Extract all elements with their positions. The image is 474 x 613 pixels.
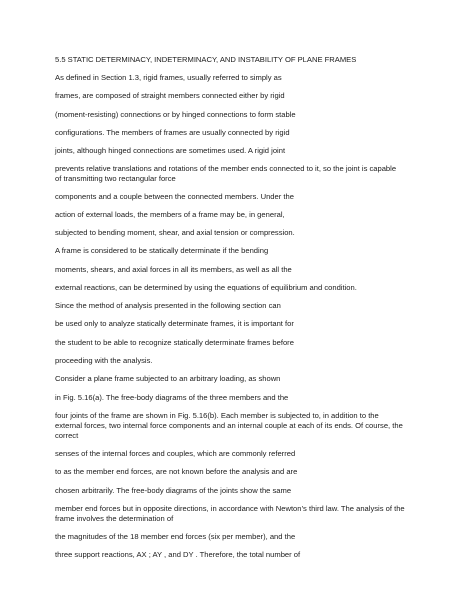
text-line: be used only to analyze statically determinate frames, it is important for: [55, 319, 294, 328]
text-line: frames, are composed of straight members connected either by rigid: [55, 91, 285, 100]
text-line: joints, although hinged connections are sometimes used. A rigid joint: [55, 146, 286, 155]
text-line: three support reactions, AX ; AY , and DY . Therefore, the total number of: [55, 550, 301, 559]
text-line: the magnitudes of the 18 member end forces (six per member), and the: [55, 532, 296, 541]
text-line: frame involves the determination of: [55, 514, 174, 523]
text-line: Consider a plane frame subjected to an arbitrary loading, as shown: [55, 374, 281, 383]
text-line: in Fig. 5.16(a). The free-body diagrams of the three members and the: [55, 393, 289, 402]
text-line: Since the method of analysis presented in the following section can: [55, 301, 281, 310]
text-line: the student to be able to recognize statically determinate frames before: [55, 338, 294, 347]
text-line: configurations. The members of frames are usually connected by rigid: [55, 128, 290, 137]
text-line: external forces, two internal force components and an internal couple at each of its ends. Of course, the: [55, 421, 403, 430]
text-line: correct: [55, 431, 79, 440]
text-line: subjected to bending moment, shear, and axial tension or compression.: [55, 228, 295, 237]
text-line: A frame is considered to be statically determinate if the bending: [55, 246, 269, 255]
section-heading: 5.5 STATIC DETERMINACY, INDETERMINACY, AND INSTABILITY OF PLANE FRAMES: [55, 55, 357, 64]
text-line: member end forces but in opposite directions, in accordance with Newton’s third law. The analysis of the: [55, 504, 405, 513]
text-line: As defined in Section 1.3, rigid frames, usually referred to simply as: [55, 73, 282, 82]
text-line: to as the member end forces, are not known before the analysis and are: [55, 467, 298, 476]
text-line: chosen arbitrarily. The free-body diagrams of the joints show the same: [55, 486, 292, 495]
text-line: (moment-resisting) connections or by hinged connections to form stable: [55, 110, 296, 119]
text-line: action of external loads, the members of a frame may be, in general,: [55, 210, 285, 219]
text-line: components and a couple between the connected members. Under the: [55, 192, 294, 201]
text-line: moments, shears, and axial forces in all its members, as well as all the: [55, 265, 292, 274]
text-line: external reactions, can be determined by using the equations of equilibrium and condition.: [55, 283, 357, 292]
text-line: of transmitting two rectangular force: [55, 174, 176, 183]
text-line: four joints of the frame are shown in Fig. 5.16(b). Each member is subjected to, in addition to the: [55, 411, 379, 420]
text-line: prevents relative translations and rotations of the member ends connected to it, so the joint is capable: [55, 164, 397, 173]
text-line: proceeding with the analysis.: [55, 356, 153, 365]
text-line: senses of the internal forces and couples, which are commonly referred: [55, 449, 296, 458]
